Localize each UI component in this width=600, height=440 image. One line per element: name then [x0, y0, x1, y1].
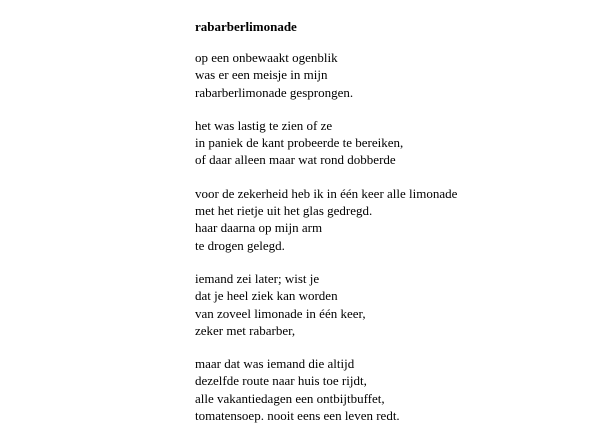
- stanza-5: [195, 355, 575, 424]
- poem-line: was er een meisje in mijn: [195, 67, 328, 83]
- stanza-4: [195, 270, 575, 339]
- poem-line: dezelfde route naar huis toe rijdt,: [195, 373, 367, 389]
- stanza-2: [195, 117, 575, 169]
- poem: [195, 19, 575, 440]
- poem-title: rabarberlimonade: [195, 19, 297, 34]
- stanza-1: [195, 49, 575, 101]
- poem-line: te drogen gelegd.: [195, 237, 285, 253]
- poem-line: van zoveel limonade in één keer,: [195, 305, 366, 321]
- poem-line: rabarberlimonade gesprongen.: [195, 84, 354, 100]
- poem-line: zeker met rabarber,: [195, 322, 296, 338]
- poem-line: of daar alleen maar wat rond dobberde: [195, 152, 396, 168]
- poem-line: tomatensoep. nooit eens een leven redt.: [195, 408, 400, 424]
- poem-line: maar dat was iemand die altijd: [195, 356, 355, 372]
- poem-line: in paniek de kant probeerde te bereiken,: [195, 135, 404, 151]
- poem-line: met het rietje uit het glas gedregd.: [195, 203, 373, 219]
- poem-line: het was lastig te zien of ze: [195, 117, 333, 133]
- poem-line: dat je heel ziek kan worden: [195, 288, 338, 304]
- stanza-3: [195, 185, 575, 254]
- poem-line: voor de zekerheid heb ik in één keer alle limonade: [195, 185, 458, 201]
- poem-line: iemand zei later; wist je: [195, 270, 320, 286]
- poem-line: haar daarna op mijn arm: [195, 220, 323, 236]
- poem-line: op een onbewaakt ogenblik: [195, 50, 338, 65]
- poem-line: alle vakantiedagen een ontbijtbuffet,: [195, 390, 385, 406]
